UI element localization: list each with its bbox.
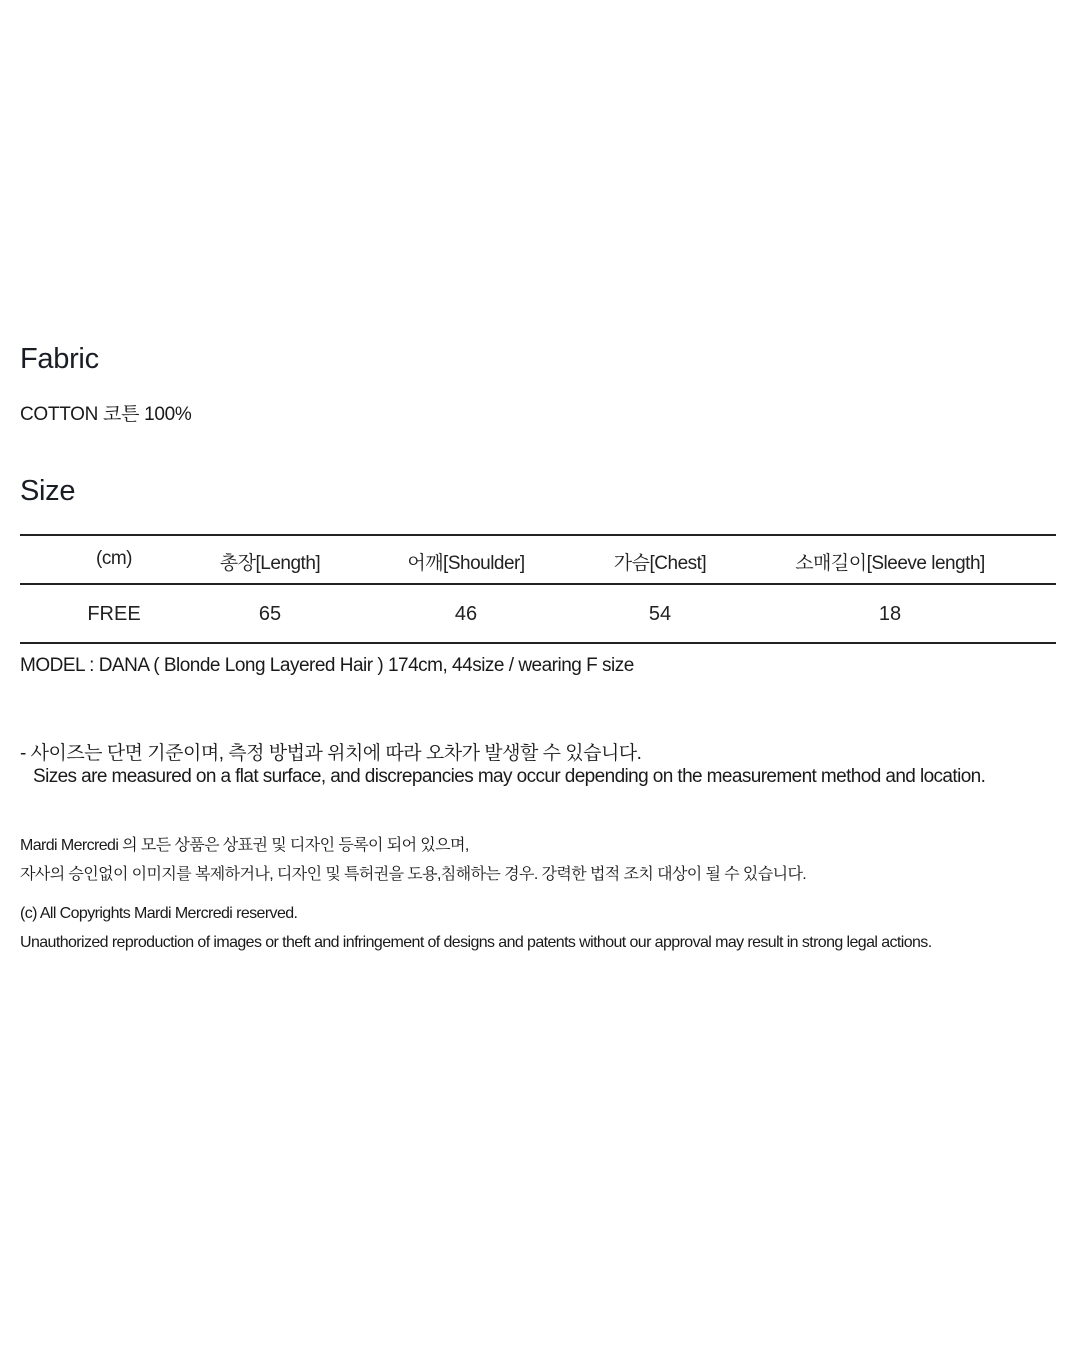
fabric-composition: COTTON 코튼 100%: [20, 404, 192, 425]
fabric-heading: Fabric: [20, 343, 99, 375]
size-heading: Size: [20, 475, 76, 507]
size-note-korean: - 사이즈는 단면 기준이며, 측정 방법과 위치에 따라 오차가 발생할 수 있습니다.: [20, 743, 642, 764]
header-sleeve-length: 소매길이[Sleeve length]: [795, 553, 985, 574]
header-shoulder: 어깨[Shoulder]: [407, 553, 525, 574]
header-length: 총장[Length]: [219, 553, 321, 574]
cell-chest: 54: [648, 603, 672, 625]
cell-sleeve-length: 18: [878, 603, 902, 625]
copyright-notice: (c) All Copyrights Mardi Mercredi reserved.: [20, 905, 298, 922]
cell-size: FREE: [87, 603, 141, 625]
size-note-english: Sizes are measured on a flat surface, and discrepancies may occur depending on the measurement method and location.: [33, 766, 986, 787]
legal-notice-english: Unauthorized reproduction of images or theft and infringement of designs and patents without our approval may result in strong legal actions.: [20, 934, 932, 951]
legal-notice-korean-line1: Mardi Mercredi 의 모든 상품은 상표권 및 디자인 등록이 되어 있으며,: [20, 837, 469, 854]
legal-notice-korean-line2: 자사의 승인없이 이미지를 복제하거나, 디자인 및 특허권을 도용,침해하는 경우. 강력한 법적 조치 대상이 될 수 있습니다.: [20, 866, 807, 883]
cell-shoulder: 46: [454, 603, 478, 625]
table-top-rule: [20, 534, 1056, 536]
table-bottom-rule: [20, 642, 1056, 644]
table-header-rule: [20, 583, 1056, 585]
header-unit: (cm): [96, 548, 132, 569]
cell-length: 65: [258, 603, 282, 625]
model-info: MODEL : DANA ( Blonde Long Layered Hair ) 174cm, 44size / wearing F size: [20, 655, 634, 676]
header-chest: 가슴[Chest]: [613, 553, 707, 574]
